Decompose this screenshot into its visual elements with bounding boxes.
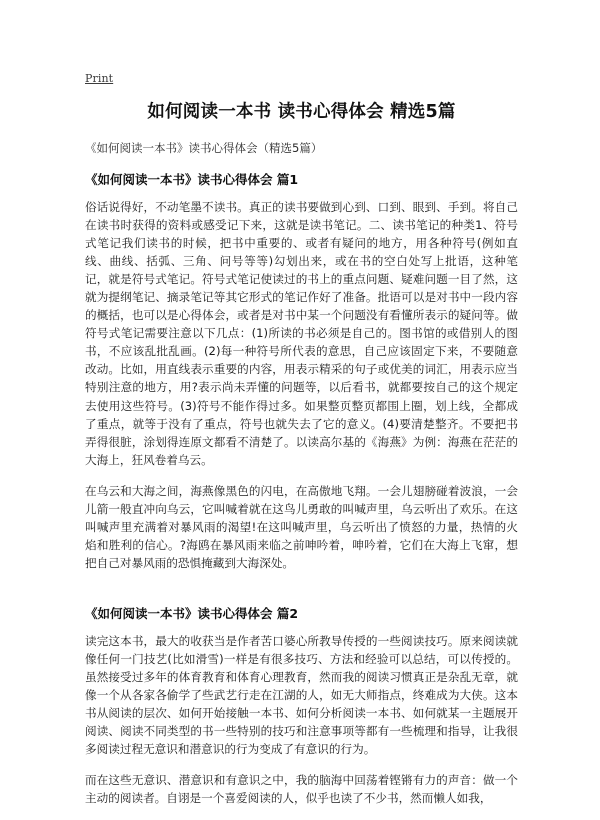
paragraph: 在乌云和大海之间，海燕像黑色的闪电，在高傲地飞翔。一会儿翅膀碰着波浪，一会儿箭一般直冲向乌云，它叫喊着就在这鸟儿勇敢的叫喊声里，乌云听出了欢乐。在这叫喊声里充满着对暴风雨的渴望!在这叫喊声里，乌云听出了愤怒的力量，热情的火焰和胜利的信心。?海鸥在暴风雨来临之前呻吟着，呻吟着，它们在大海上飞窜，想把自己对暴风雨的恐惧掩藏到大海深处。 xyxy=(85,483,518,570)
document-content xyxy=(85,100,518,820)
section-pian1 xyxy=(85,171,518,572)
paragraph: 俗话说得好，不动笔墨不读书。真正的读书要做到心到、口到、眼到、手到。将自己在读书时获得的资料或感受记下来，这就是读书笔记。二、读书笔记的种类1、符号式笔记我们读书的时候，把书中重要的、或者有疑问的地方，用各种符号(例如直线、曲线、括弧、三角、问号等等)勾划出来，或在书的空白处写上批语，这种笔记，就是符号式笔记。符号式笔记使读过的书上的重点问题、疑难问题一目了然，这就为提纲笔记、摘录笔记等其它形式的笔记作好了准备。批语可以是对书中一段内容的概括，也可以是心得体会，或者是对书中某一个问题没有看懂所表示的疑问等。做符号式笔记需要注意以下几点：(1)所读的书必须是自己的。图书馆的或借别人的图书，不应该乱批乱画。(2)每一种符号所代表的意思，自己应该固定下来，不要随意改动。比如，用直线表示重要的内容，用表示精采的句子或优美的词汇，用表示应当特别注意的地方，用?表示尚未弄懂的问题等，以后看书，就都要按自己的这个规定去使用这些符号。(3)符号不能作得过多。如果整页整页都围上圈，划上线，全都成了重点，就等于没有了重点，符号也就失去了它的意义。(4)要清楚整齐。不要把书弄得很脏，涂划得连原文都看不清楚了。以读高尔基的《海燕》为例：海燕在茫茫的大海上，狂风卷着乌云。 xyxy=(85,200,518,467)
section-body-pian2 xyxy=(85,632,518,807)
section-pian2 xyxy=(85,605,518,807)
section-heading-pian1: 《如何阅读一本书》读书心得体会 篇1 xyxy=(85,172,299,187)
print-link[interactable]: Print xyxy=(85,72,114,85)
paragraph: 而在这些无意识、潜意识和有意识之中，我的脑海中回荡着铿锵有力的声音：做一个主动的阅读者。自诩是一个喜爱阅读的人，似乎也读了不少书，然而懒人如我， xyxy=(85,773,518,806)
paragraph: 读完这本书，最大的收获当是作者苦口婆心所教导传授的一些阅读技巧。原来阅读就像任何一门技艺(比如滑雪)一样是有很多技巧、方法和经验可以总结，可以传授的。虽然接受过多年的体育教育和体育心理教育，然而我的阅读习惯真正是杂乱无章，就像一个从各家各偷学了些武艺行走在江湖的人，如无大师指点，终难成为大侠。这本书从阅读的层次、如何开始接触一本书、如何分析阅读一本书、如何就某一主题展开阅读、阅读不同类型的书一些特别的技巧和注意事项等都有一些梳理和指导，让我很多阅读过程无意识和潜意识的行为变成了有意识的行为。 xyxy=(85,633,518,757)
section-divider xyxy=(85,585,518,605)
section-heading-pian2: 《如何阅读一本书》读书心得体会 篇2 xyxy=(85,605,299,621)
page-title: 如何阅读一本书 读书心得体会 精选5篇 xyxy=(147,102,456,122)
section-body-pian1 xyxy=(85,198,518,572)
document-subtitle: 《如何阅读一本书》读书心得体会（精选5篇） xyxy=(85,141,323,155)
